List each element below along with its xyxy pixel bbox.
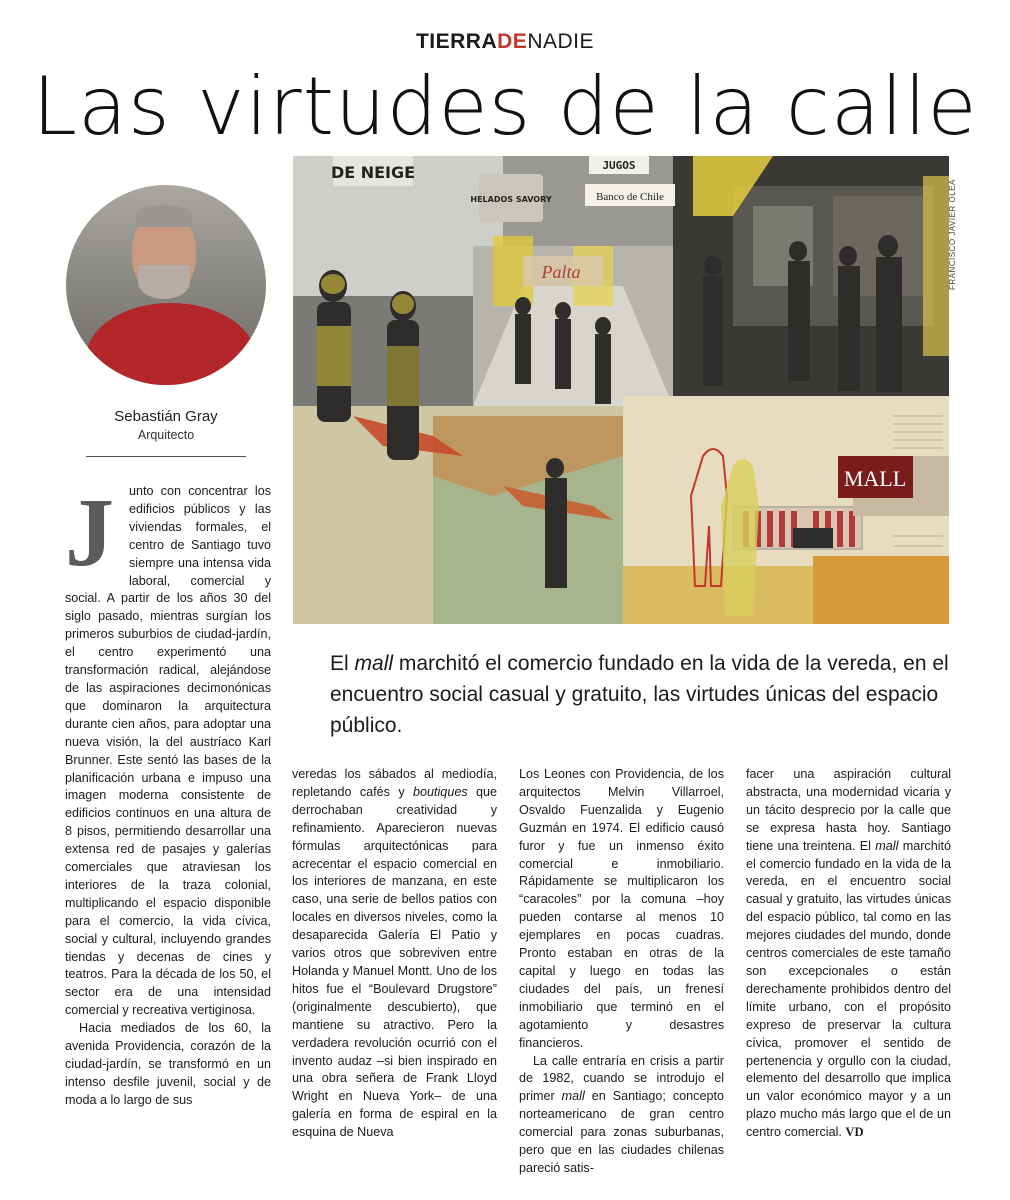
- sign-de-neige: DE NEIGE: [330, 163, 416, 182]
- body-paragraph: J unto con concentrar los edificios públicos y las viviendas formales, el centro de Santiago tuvo siempre una intensa vida laboral, comercial y social. A partir de los años 30 del siglo pasado, mientras surgían los primeros suburbios de ciudad-jardín, el centro experimentó una transformación radical, alejándose de las aspiraciones decimonónicas que dominaron la arquitectura durante cien años, para adoptar una nueva visión, la del austríaco Karl Brunner. Este sentó las bases de la planificación urbana e impuso una imagen moderna consistente de edificios continuos en una altura de 8 pisos, permitiendo desarrollar una extensa red de pasajes y galerías comerciales que atraviesan los interiores de la traza colonial, multiplicando el espacio disponible para el comercio, la vida cívica, social y cultural, incluyendo grandes tiendas y decenas de cines y teatros. Para la década de los 50, el sector era de una intensidad comercial y recreativa vertiginosa.: [65, 479, 271, 1018]
- author-role: Arquitecto: [137, 428, 195, 442]
- section-label-part1: TIERRA: [415, 30, 498, 53]
- author-divider: [86, 456, 246, 457]
- body-paragraph: Los Leones con Providencia, de los arquitectos Melvin Villarroel, Osvaldo Fuenzalida y Eugenio Guzmán en 1974. El edificio causó furor y fue un inmenso éxito comercial e inmobiliario. Rápidamente se multiplicaron los “caracoles” por la comuna –hoy pueden contarse al menos 10 ejemplares en pocas cuadras. Pronto estaban en otras de la capital y luego en todas las ciudades del país, un frenesí inmobiliario que terminó en el agotamiento y desastres financieros.: [519, 767, 724, 1050]
- section-label-part3: NADIE: [527, 30, 595, 53]
- author-name: Sebastián Gray: [114, 408, 218, 425]
- body-paragraph: veredas los sábados al mediodía, repletando cafés y boutiques que derrochaban creatividad y refinamiento. Aparecieron nuevas fórmulas arquitectónicas para acrecentar el espacio comercial en los interiores de manzana, en este caso, una serie de bellos patios con locales en diversos niveles, como la desaparecida Galería El Patio y varios otros que sobreviven entre Holanda y Manuel Montt. Uno de los hitos fue el “Boulevard Drugstore” (originalmente descubierto), que mantiene su atractivo. Pero la verdadera revolución ocurrió con el invento audaz –si bien inspirado en una obra señera de Frank Lloyd Wright en Nueva York– de una galería en forma de espiral en la esquina de Nueva: [292, 767, 497, 1140]
- sign-banco: Banco de Chile: [596, 191, 664, 203]
- signature-mark: VD: [845, 1125, 864, 1140]
- drop-cap: J: [65, 479, 114, 587]
- section-label-part2: DE: [497, 30, 528, 53]
- body-column-2: [292, 766, 497, 1142]
- body-column-4: [746, 766, 951, 1142]
- body-column-3: [519, 766, 724, 1178]
- collage-illustration: [293, 156, 949, 624]
- headline: Las virtudes de la calle: [32, 60, 978, 153]
- author-photo: [66, 185, 266, 385]
- photo-credit: FRANCISCO JAVIER OLEA: [948, 179, 957, 290]
- body-paragraph: La calle entraría en crisis a partir de 1982, cuando se introdujo el primer mall en Santiago; concepto norteamericano de gran centro comercial para zonas suburbanas, pero que en las ciudades chilenas pareció satis-: [519, 1053, 724, 1175]
- sign-palta: Palta: [541, 262, 581, 282]
- collage-svg: [293, 156, 949, 624]
- pull-quote: El mall marchitó el comercio fundado en la vida de la vereda, en el encuentro social casual y gratuito, las virtudes únicas del espacio público.: [330, 652, 949, 737]
- sign-jugos: JUGOS: [602, 159, 636, 172]
- mall-sign-text: MALL: [843, 466, 907, 491]
- sign-savory: HELADOS SAVORY: [470, 195, 552, 204]
- body-paragraph: Hacia mediados de los 60, la avenida Providencia, corazón de la ciudad-jardín, se transformó en un intenso desfile juvenil, social y de moda a lo largo de sus: [65, 1021, 271, 1107]
- section-label: [0, 30, 1010, 54]
- body-paragraph: facer una aspiración cultural abstracta, una modernidad vicaria y un tácito desprecio por la calle que se expresa hasta hoy. Santiago tiene una treintena. El mall marchitó el comercio fundado en la vida de la vereda, en el encuentro social casual y gratuito, las virtudes únicas del espacio público, tal como en las mejores ciudades del mundo, donde centros comerciales de este tamaño son excepcionales o están derechamente prohibidos dentro del límite urbano, con el propósito expreso de preservar la cultura cívica, promover el sentido de pertenencia y orgullo con la ciudad, elemento del desarrollo que implica un valor económico mayor y a un plazo mucho más largo que el de un centro comercial. VD: [746, 767, 951, 1140]
- body-column-1: [65, 479, 271, 1110]
